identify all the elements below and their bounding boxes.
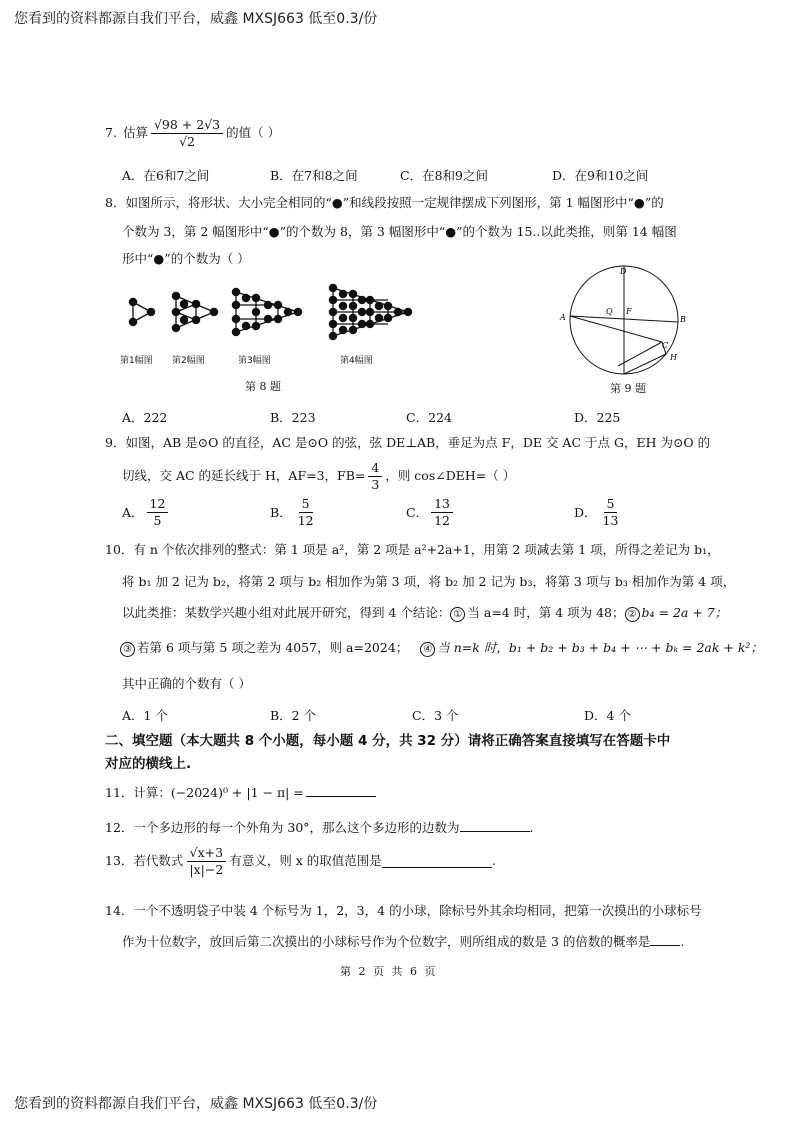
q9-figure-caption: 第 9 题 [610,382,646,395]
q9-option-a-num: 12 [147,497,169,513]
q14-line-2-text: 作为十位数字，放回后第二次摸出的小球标号作为个位数字，则所组成的数是 3 的倍数的概率是 [122,934,651,949]
q10-line-4-b: 当 n=k 时，b₁ + b₂ + b₃ + b₄ + ⋯ + bₖ = 2ak + k²； [437,640,763,655]
label-d: D [620,267,627,276]
q13-prefix: 13．若代数式 [105,853,184,868]
q10-option-b: B．2 个 [270,708,317,723]
q8-line-2: 个数为 3，第 2 幅图形中“●”的个数为 8，第 3 幅图形中“●”的个数为 15..以此类推，则第 14 幅图 [122,224,677,239]
question-13 [105,846,496,877]
q7-option-b: B．在7和8之间 [270,168,358,183]
q7-prefix: 估算 [122,125,148,140]
question-11 [105,784,376,800]
q11-answer-blank[interactable] [306,784,376,797]
q7-option-d: D．在9和10之间 [552,168,649,183]
q7-numerator-b: + 2√3 [177,117,221,132]
q8-line-3: 形中“●”的个数为（ ） [122,251,250,266]
q13-numerator: √x+3 [187,846,226,862]
q9-option-b-letter: B． [270,505,292,521]
q9-fb-numerator: 4 [368,461,382,477]
q10-line-2: 将 b₁ 加 2 记为 b₂，将第 2 项与 b₂ 相加作为第 3 项，将 b₂ 加 2 记为 b₃，将第 3 项与 b₃ 相加作为第 4 项， [122,574,736,589]
q10-option-a: A．1 个 [122,708,168,723]
q8-figure-label-2: 第2幅图 [172,356,205,366]
q8-figure-label-1: 第1幅图 [120,356,153,366]
label-h: H [670,353,677,362]
q9-option-a-letter: A． [122,505,144,521]
q7-suffix: 的值（ ） [226,125,281,140]
q9-option-b-num: 5 [299,497,313,513]
bottom-banner: 您看到的资料都源自我们平台，威鑫 MXSJ663 低至0.3/份 [14,1096,378,1112]
q10-line-5: 其中正确的个数有（ ） [122,676,251,691]
label-a: A [560,313,566,322]
q10-line-1: 10．有 n 个依次排列的整式：第 1 项是 a²，第 2 项是 a²+2a+1，用第 2 项减去第 1 项，所得之差记为 b₁， [105,542,720,557]
q10-option-c: C．3 个 [412,708,459,723]
question-12 [105,819,534,835]
q9-option-d-letter: D． [574,505,597,521]
q7-numerator-a: √98 [153,117,178,132]
q12-text: 12．一个多边形的每一个外角为 30°，那么这个多边形的边数为 [105,820,460,835]
q13-answer-blank[interactable] [382,855,492,868]
question-7 [105,118,280,149]
figure-2-dots [172,292,217,331]
label-q: Q [606,307,613,316]
q8-line-1: 8．如图所示，将形状、大小完全相同的“●”和线段按照一定规律摆成下列图形，第 1 幅图形中“●”的 [105,195,664,210]
q9-option-a-den: 5 [153,512,162,528]
q10-line-3 [122,607,727,622]
q7-option-c: C．在8和9之间 [400,168,488,183]
q7-denominator: √2 [179,133,195,149]
q9-option-c-num: 13 [431,497,453,513]
q9-option-b-den: 12 [297,512,314,528]
q7-fraction [151,118,223,149]
q14-answer-blank[interactable] [650,933,680,946]
figure-1-dots [129,298,154,325]
q8-figure-label-4: 第4幅图 [340,356,373,366]
q8-option-b: B．223 [270,410,316,425]
q9-circle-figure [558,262,688,382]
q13-suffix: 有意义，则 x 的取值范围是 [229,853,382,868]
q10-line-4 [120,642,763,657]
q12-answer-blank[interactable] [460,819,530,832]
q12-end: . [529,820,534,835]
q9-fb-denominator: 3 [371,476,380,492]
conclusion-4-marker: ④ [420,642,435,657]
conclusion-1-marker: ① [450,607,465,622]
q9-line-2-b: ，则 cos∠DEH=（ ） [385,468,516,483]
conclusion-2-marker: ② [625,607,640,622]
q9-line-2-a: 切线，交 AC 的延长线于 H，AF=3，FB= [122,468,366,483]
figure-4-dots [329,284,411,339]
q13-denominator: |x|−2 [189,861,224,877]
label-c: C [662,341,669,350]
q8-option-a: A．222 [122,410,168,425]
q10-line-3-b: 当 a=4 时，第 4 项为 48； [467,605,625,620]
section-2-heading-line-1: 二、填空题（本大题共 8 个小题，每小题 4 分，共 32 分）请将正确答案直接填写在答题卡中 [105,733,671,749]
q9-option-a [122,497,171,528]
figure-3-dots [232,288,301,335]
page-number: 第 2 页 共 6 页 [340,965,438,978]
q8-option-d: D．225 [574,410,621,425]
top-banner: 您看到的资料都源自我们平台，威鑫 MXSJ663 低至0.3/份 [14,11,378,27]
q8-figure-label-3: 第3幅图 [238,356,271,366]
q7-option-a: A．在6和7之间 [122,168,210,183]
q10-line-3-a: 以此类推：某数学兴趣小组对此展开研究，得到 4 个结论： [122,605,451,620]
q8-dot-figure [118,280,428,370]
q11-text: 11．计算：(−2024)⁰ + |1 − π| = [105,785,304,800]
q7-number: 7. [105,125,117,140]
label-f: F [626,307,632,316]
conclusion-3-marker: ③ [120,642,135,657]
q10-option-d: D．4 个 [584,708,631,723]
q9-option-d-num: 5 [604,497,618,513]
q9-option-d-den: 13 [602,512,619,528]
q10-line-4-a: 若第 6 项与第 5 项之差为 4057，则 a=2024； [137,640,409,655]
q8-option-c: C．224 [406,410,452,425]
q9-line-2 [122,461,515,492]
q9-option-c-den: 12 [434,512,450,528]
q14-line-2 [122,933,684,949]
q10-line-3-c: b₄ = 2a + 7； [641,605,728,620]
q9-option-d [574,497,624,528]
section-2-heading-line-2: 对应的横线上. [105,756,192,772]
q14-line-1: 14．一个不透明袋子中装 4 个标号为 1，2，3，4 的小球，除标号外其余均相同，把第一次摸出的小球标号 [105,903,702,918]
q14-end: . [680,934,685,949]
q8-figure-caption: 第 8 题 [245,380,281,393]
q13-end: . [491,853,496,868]
q9-option-b [270,497,320,528]
q9-option-c-letter: C． [406,505,429,521]
label-b: B [680,315,686,324]
q9-line-1: 9．如图，AB 是⊙O 的直径，AC 是⊙O 的弦，弦 DE⊥AB，垂足为点 F，DE 交 AC 于点 G，EH 为⊙O 的 [105,435,711,450]
q9-option-c [406,497,456,528]
